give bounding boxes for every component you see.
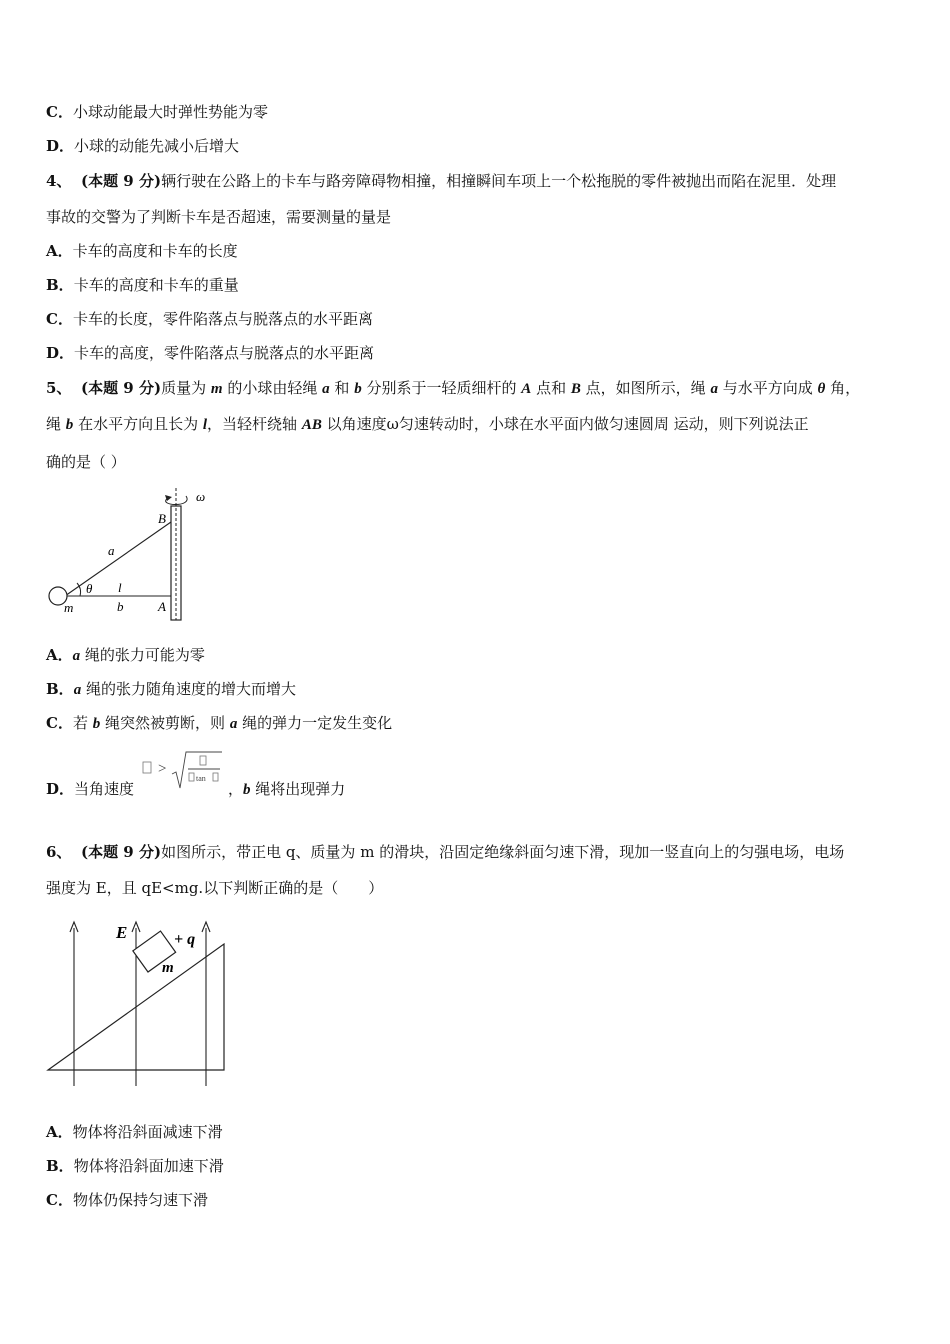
q5-option-b [46, 679, 296, 700]
var-a: a [73, 682, 82, 698]
q6-option-a [46, 1122, 223, 1142]
q5-option-d-tail: ，b 绳将出现弹力 [228, 780, 346, 798]
label-l: l [118, 580, 122, 595]
var-a: a [229, 716, 238, 732]
placeholder-glyph [189, 773, 194, 781]
var-m: m [210, 381, 223, 397]
q6-stem-line1 [46, 842, 844, 862]
text-run: 点和 [536, 379, 567, 397]
text-run: 点，如图所示，绳 [585, 379, 706, 397]
text-run: 绳 [46, 415, 62, 433]
option-label: A． [46, 1123, 73, 1141]
q5-stem-line1 [46, 378, 860, 399]
option-text: 小球动能最大时弹性势能为零 [72, 103, 268, 121]
label-b: b [117, 599, 124, 614]
q6-figure [44, 918, 228, 1090]
text-run: 当角速度 [74, 780, 135, 798]
q5-option-a [46, 645, 205, 666]
var-AB: AB [301, 417, 322, 433]
text-run: 与水平方向成 [722, 379, 813, 397]
q5-option-c [46, 713, 392, 734]
placeholder-glyph [200, 756, 206, 765]
var-a: a [322, 381, 330, 397]
option-label: B． [46, 276, 74, 294]
option-text: 小球的动能先减小后增大 [74, 137, 240, 155]
label-omega: ω [196, 489, 206, 504]
option-label: C． [46, 103, 73, 121]
option-label: C． [46, 310, 73, 328]
option-label: C． [46, 1191, 73, 1209]
question-score: (本题 9 分) [80, 843, 162, 861]
var-B: B [570, 381, 581, 397]
var-l: l [202, 417, 208, 433]
var-A: A [521, 381, 532, 397]
q4-stem-line2: 事故的交警为了判断卡车是否超速，需要测量的量是 [46, 208, 392, 226]
text-run: 若 [72, 714, 88, 732]
q4-option-c [46, 309, 373, 329]
var-b: b [92, 716, 101, 732]
q4-stem-line1 [46, 171, 836, 191]
q6-stem-line2: 强度为 E，且 qE<mg.以下判断正确的是（ ） [46, 879, 384, 897]
option-text: 卡车的高度，零件陷落点与脱落点的水平距离 [74, 344, 375, 362]
option-label: B． [46, 680, 74, 698]
option-label: A． [46, 242, 73, 260]
text-run: ，当轻杆绕轴 [207, 415, 298, 433]
option-text: 卡车的高度和卡车的长度 [72, 242, 238, 260]
q4-option-d [46, 343, 374, 363]
q5-option-d [46, 779, 134, 799]
text-run: 和 [334, 379, 350, 397]
option-label: B． [46, 1157, 74, 1175]
question-number: 5、 [46, 379, 72, 397]
option-text: 绳的张力可能为零 [84, 646, 205, 664]
formula-tan: tan [196, 774, 206, 783]
option-text: 物体将沿斜面加速下滑 [73, 1157, 224, 1175]
question-text: 辆行驶在公路上的卡车与路旁障碍物相撞，相撞瞬间车项上一个松拖脱的零件被抛出而陷在泥里．处理 [161, 172, 837, 190]
placeholder-glyph [213, 773, 218, 781]
var-b: b [354, 381, 362, 397]
question-number: 4、 [46, 172, 72, 190]
label-theta: θ [86, 581, 93, 596]
question-score: (本题 9 分) [80, 172, 162, 190]
label-a: a [108, 543, 115, 558]
option-d [46, 136, 239, 156]
var-b: b [65, 417, 74, 433]
question-number: 6、 [46, 843, 72, 861]
option-label: D． [46, 780, 75, 798]
label-A: A [158, 599, 166, 614]
label-m: m [162, 960, 174, 976]
q5-figure [44, 484, 224, 624]
var-b: b [243, 782, 251, 798]
text-run: 角， [830, 379, 861, 397]
label-B: B [158, 511, 166, 526]
text-run: 质量为 [161, 379, 207, 397]
question-score: (本题 9 分) [80, 379, 162, 397]
var-a: a [72, 648, 81, 664]
q4-option-b [46, 275, 239, 295]
var-theta: θ [817, 381, 826, 397]
var-a: a [710, 381, 718, 397]
label-q: + q [174, 931, 196, 948]
q6-option-b [46, 1156, 224, 1176]
q4-option-a [46, 241, 238, 261]
q5-stem-line3: 确的是（ ） [46, 453, 126, 471]
option-text: 卡车的长度，零件陷落点与脱落点的水平距离 [72, 310, 373, 328]
q5-option-d-formula [140, 748, 228, 794]
formula-gt: > [158, 761, 167, 777]
option-text: 物体仍保持匀速下滑 [72, 1191, 208, 1209]
text-run: 的小球由轻绳 [227, 379, 318, 397]
option-text: 绳的张力随角速度的增大而增大 [85, 680, 296, 698]
option-label: D． [46, 344, 75, 362]
q5-stem-line2 [46, 414, 809, 435]
option-label: D． [46, 137, 75, 155]
text-run: 分别系于一轻质细杆的 [366, 379, 517, 397]
placeholder-glyph [143, 762, 151, 773]
label-m: m [64, 600, 74, 615]
option-c [46, 102, 268, 122]
option-label: C． [46, 714, 73, 732]
text-run: 以角速度ω匀速转动时，小球在水平面内做匀速圆周 运动，则下列说法正 [326, 415, 809, 433]
option-label: A． [46, 646, 73, 664]
question-text: 如图所示，带正电 q、质量为 m 的滑块，沿固定绝缘斜面匀速下滑，现加一竖直向上的匀强电场，电场 [161, 843, 845, 861]
option-text: 物体将沿斜面减速下滑 [72, 1123, 223, 1141]
q6-option-c [46, 1190, 208, 1210]
option-text: 卡车的高度和卡车的重量 [73, 276, 239, 294]
option-text: 绳的弹力一定发生变化 [242, 714, 393, 732]
option-text: 绳将出现弹力 [255, 780, 346, 798]
text-run: 在水平方向且长为 [78, 415, 199, 433]
text-run: 绳突然被剪断，则 [105, 714, 226, 732]
label-E: E [116, 923, 128, 942]
